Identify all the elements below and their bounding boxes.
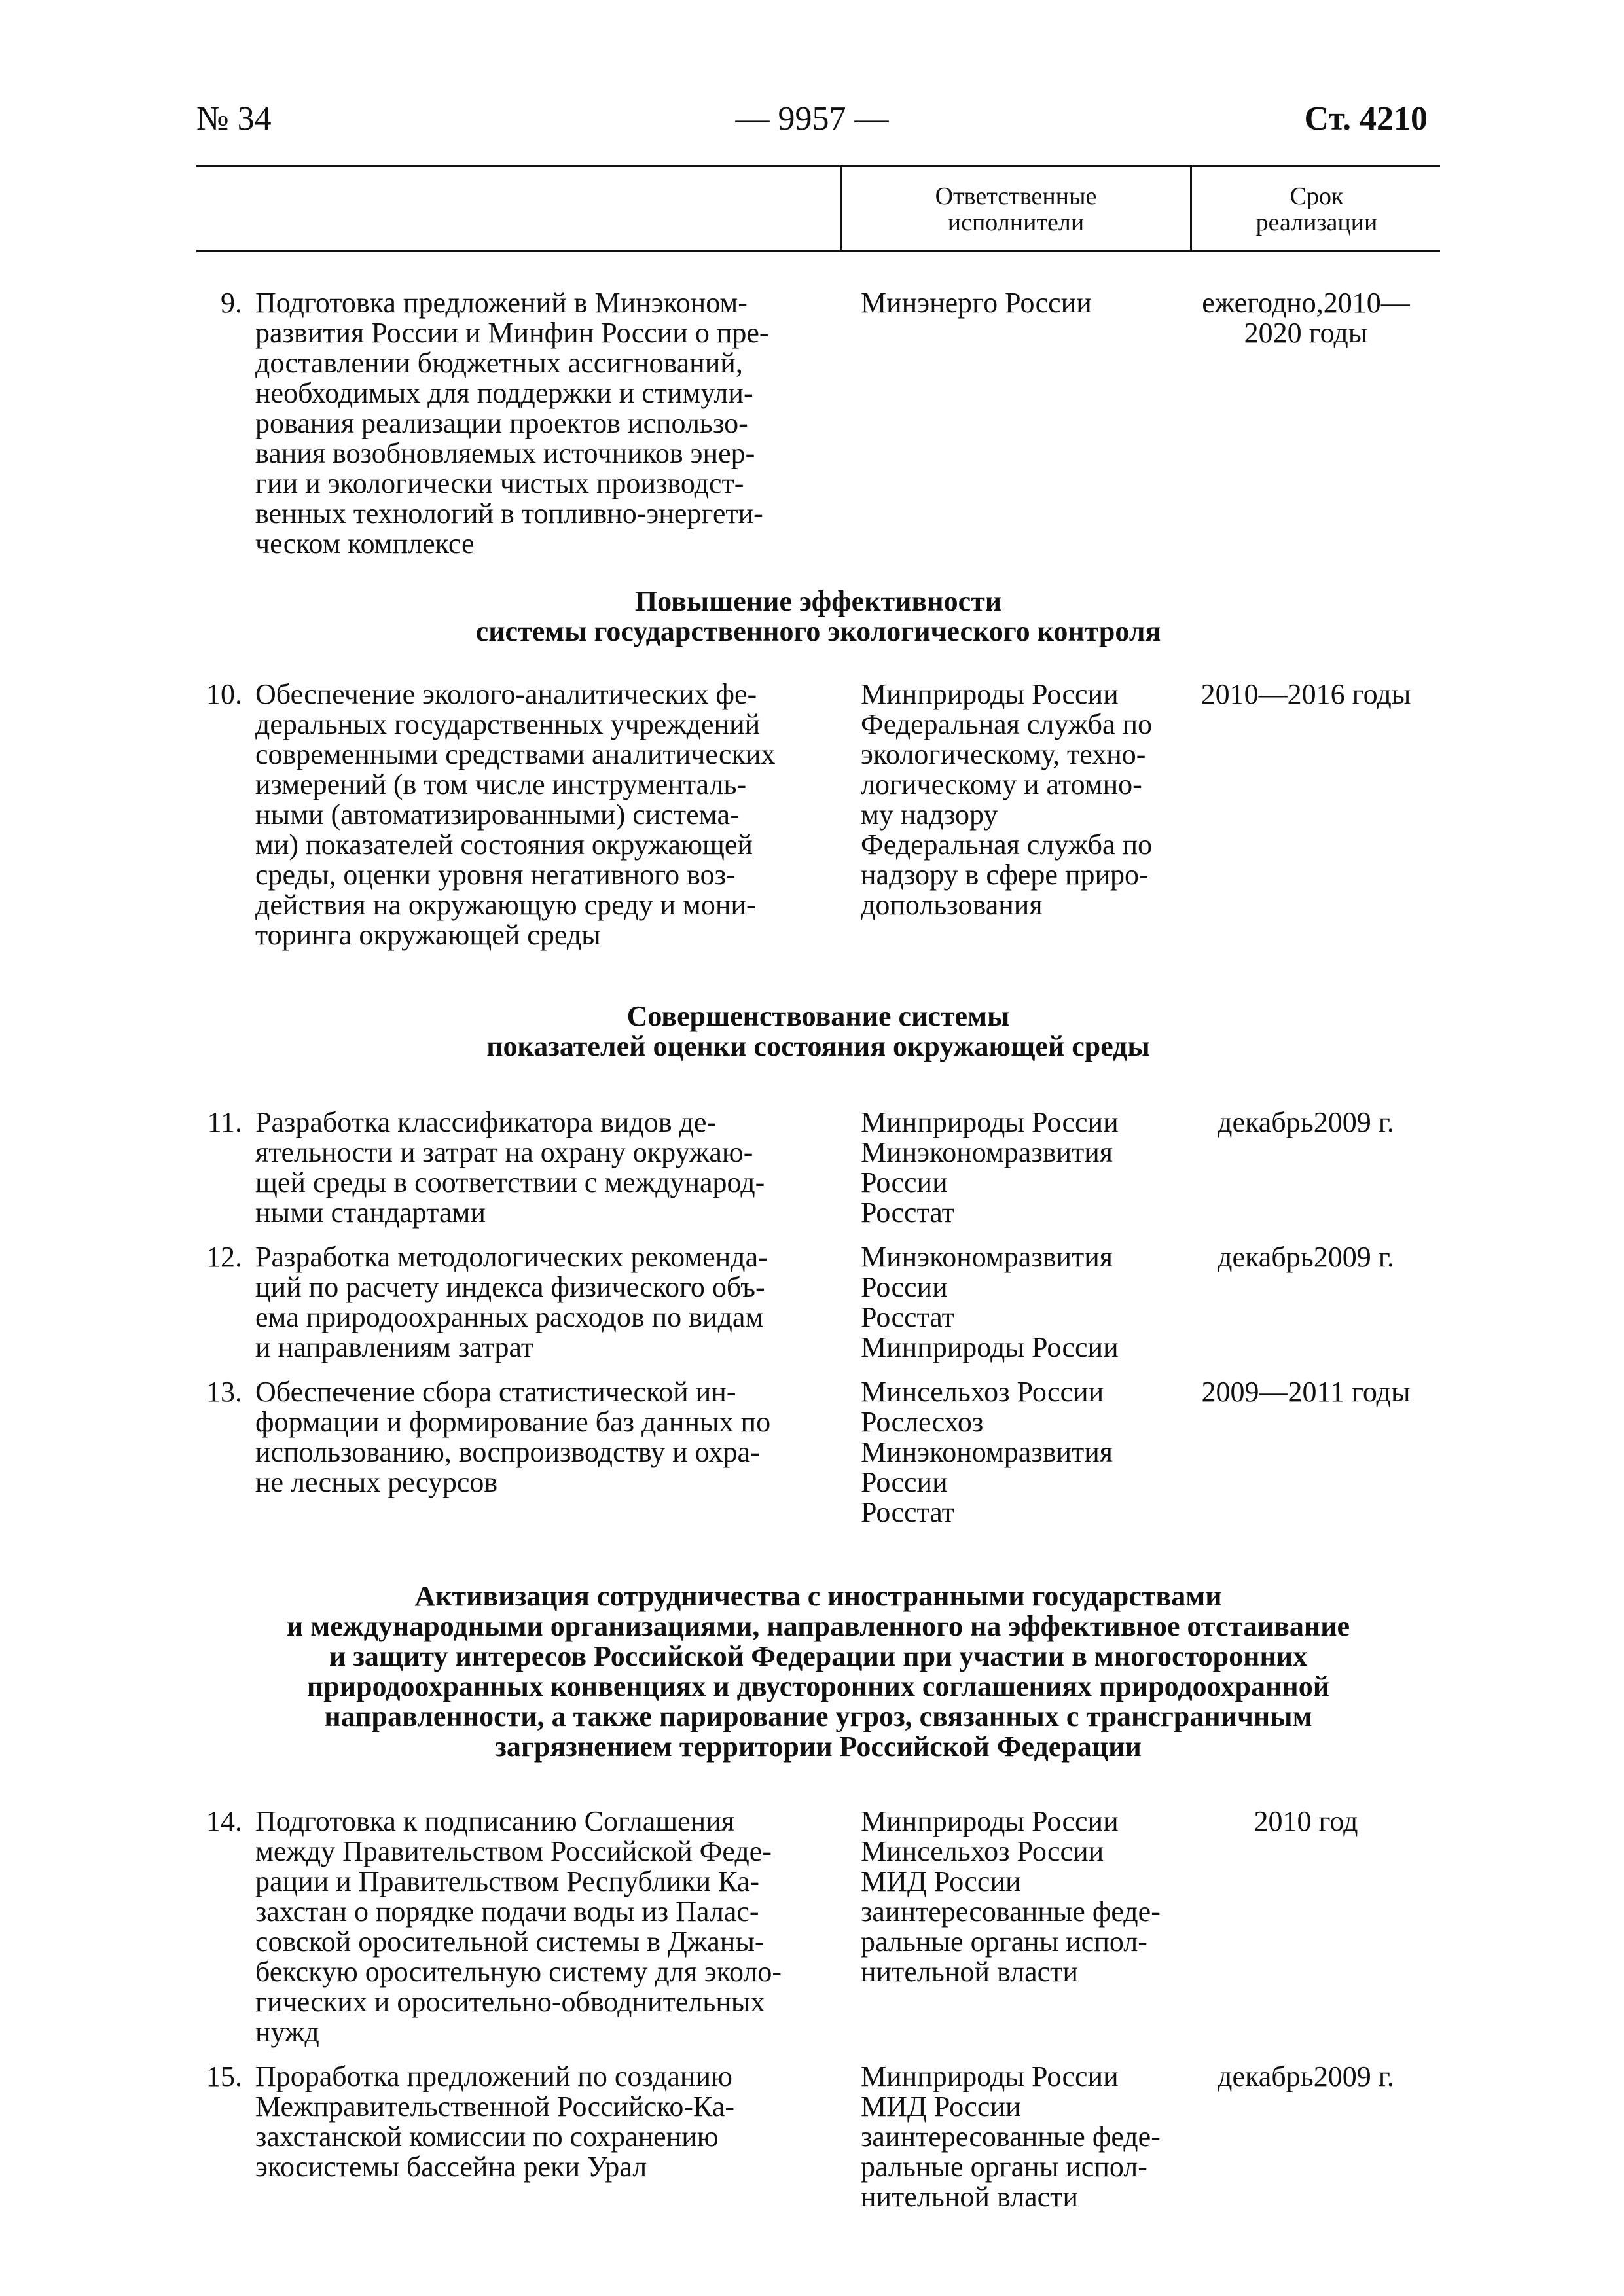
item-responsible: Минэнерго России [861,287,1092,319]
table-top-rule [196,165,1440,167]
column-header-term: Срок реализации [1255,183,1378,236]
item-responsible: Минсельхоз России Рослесхоз Минэкономразвития России Росстат [861,1376,1113,1528]
item-responsible: Минприроды России Федеральная служба по экологическому, техно- логическому и атомно- му надзору Федеральная служба по надзору в сфере приро- допользования [861,678,1153,921]
item-term: декабрь2009 г. [1218,1241,1394,1273]
item-term: 2010—2016 годы [1200,678,1411,710]
item-description: Разработка классификатора видов де- ятельности и затрат на охрану окружаю- щей среды в соответствии с международ- ными стандартами [255,1106,765,1229]
issue-number: № 34 [196,100,272,137]
item-responsible: Минприроды России Минсельхоз России МИД России заинтересованные феде- ральные органы испол- нительной власти [861,1805,1161,1988]
section-heading: Повышение эффективности системы государственного экологического контроля [475,585,1161,647]
page-number: — 9957 — [735,100,889,137]
item-number: 13. [206,1376,242,1408]
column-divider-1 [840,165,842,252]
column-divider-2 [1190,165,1192,252]
column-header-responsible: Ответственные исполнители [935,183,1097,236]
item-term: 2009—2011 годы [1201,1376,1411,1408]
item-number: 15. [206,2060,242,2092]
item-term: декабрь2009 г. [1218,1106,1394,1138]
item-description: Проработка предложений по созданию Межправительственной Российско-Ка- захстанской комиссии по сохранению экосистемы бассейна реки Урал [255,2060,734,2183]
item-description: Обеспечение эколого-аналитических фе- деральных государственных учреждений современными средствами аналитических измерений (в том числе инструменталь- ными (автоматизированными) системa- ми) показателей состояния окружающей среды, оценки уровня негативного воз- действия на окружающую среду и мони- торинга окружающей среды [255,678,776,951]
item-term: ежегодно,2010—2020 годы [1202,287,1410,349]
item-number: 10. [206,678,242,710]
item-description: Обеспечение сбора статистической ин- формации и формирование баз данных по использованию, воспроизводству и охра- не лесных ресурсов [255,1376,771,1498]
item-description: Разработка методологических рекоменда- ций по расчету индекса физического объ- ема природоохранных расходов по видам и направлениям затрат [255,1241,768,1363]
item-description: Подготовка предложений в Минэконом- развития России и Минфин России о пре- доставлении бюджетных ассигнований, необходимых для поддержки и стимули- рования реализации проектов использо- вания возобновляемых источников энер- гии и экологически чистых производст- венных технологий в топливно-энергети- ческом комплексе [255,287,769,560]
article-number: Ст. 4210 [1304,100,1428,137]
item-description: Подготовка к подписанию Соглашения между Правительством Российской Феде- рации и Правительством Республики Ка- захстан о порядке подачи воды из Палас- совской оросительной системы в Джаны- бекскую оросительную систему для эколо- гических и оросительно-обводнительных нужд [255,1805,782,2048]
table-header-bottom-rule [196,250,1440,252]
item-term: декабрь2009 г. [1218,2060,1394,2092]
section-heading: Активизация сотрудничества с иностранными государствами и международными организациями, направленного на эффективное отстаивание и защиту интересов Российской Федерации при участии в многосторонних природоохранных конвенциях и двусторонних соглашениях природоохранной направленности, а также парирование угроз, связанных с трансграничным загрязнением территории Российской Федерации [286,1580,1350,1763]
item-responsible: Минэкономразвития России Росстат Минприроды России [861,1241,1119,1363]
item-number: 14. [206,1805,242,1837]
section-heading: Совершенствование системы показателей оценки состояния окружающей среды [486,1000,1150,1062]
item-number: 11. [207,1106,242,1138]
item-responsible: Минприроды России МИД России заинтересованные феде- ральные органы испол- нительной власти [861,2060,1161,2213]
item-responsible: Минприроды России Минэкономразвития России Росстат [861,1106,1119,1229]
item-number: 12. [206,1241,242,1273]
item-number: 9. [221,287,242,319]
item-term: 2010 год [1254,1805,1358,1837]
